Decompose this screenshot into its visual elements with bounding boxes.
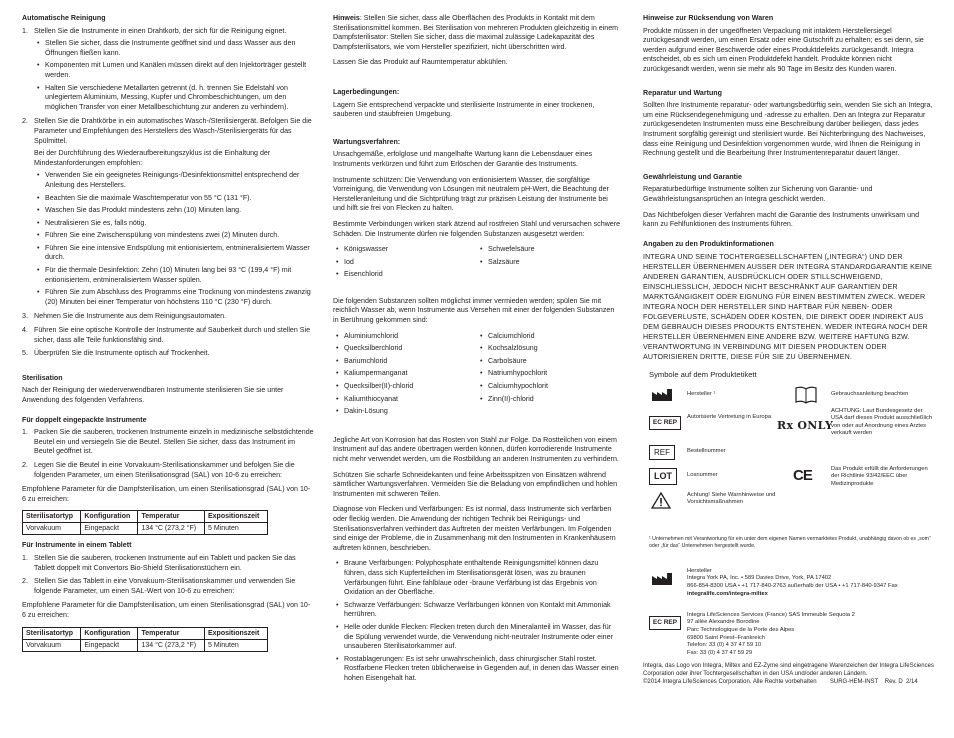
bullet-glyph: • <box>336 270 339 279</box>
list-item <box>34 171 314 190</box>
bullet-glyph: • <box>37 206 40 215</box>
hint-paragraph <box>333 14 621 52</box>
double-wrapped-steps <box>22 428 314 480</box>
list-item-text: Komponenten mit Lumen und Kanälen müssen direkt auf den Injektorträger gestellt werden. <box>45 61 307 79</box>
substance-name: Eisenchlorid <box>344 270 383 279</box>
manufacturer-website-link[interactable]: integralife.com/integra-miltex <box>687 590 768 597</box>
substance-name: Natriumhypochlorit <box>488 369 548 378</box>
bullet-glyph: • <box>37 61 40 70</box>
copyright-text: ©2014 Integra LifeSciences Corporation. Alle Rechte vorbehalten SURG-HEM-INST Rev. D 2/14 <box>643 679 918 685</box>
bullet-glyph: • <box>480 382 483 391</box>
substance-item <box>477 245 621 255</box>
substance-item <box>333 382 477 392</box>
cleaning-heading: Automatische Reinigung <box>22 14 106 22</box>
list-item-text: Führen Sie zum Abschluss des Programms eine Trocknung von mindestens zwanzig (20) Minuten bei einer Temperatur von höchstens 110 °C (230 °F) durch. <box>45 288 311 306</box>
ec-rep-icon: EC REP <box>649 416 681 430</box>
repair-heading: Reparatur und Wartung <box>643 88 722 97</box>
symbol-ce-label: Das Produkt erfüllt die Anforderungen der Richtlinie 93/42/EEC über Medizinprodukte <box>831 465 928 487</box>
substance-item <box>333 344 477 354</box>
step-bullets <box>34 39 314 112</box>
substance-item <box>333 395 477 405</box>
substance-name: Calciumchlorid <box>488 331 535 340</box>
avoid-text: Die folgenden Substanzen sollten möglichst immer vermieden werden; spülen Sie mit reichlich Wasser ab, wenn Instrumente aus Versehen mit einer der folgenden Substanzen in Berührung gekommen sind: <box>333 296 615 325</box>
column-cleaning-sterilization <box>22 14 314 658</box>
list-item <box>34 84 314 113</box>
hint-text: : Stellen Sie sicher, dass alle Oberflächen des Produkts in Kontakt mit dem Sterilisationsmittel kommen. Bei Sterilisation von mehreren Produkten gleichzeitig in einem Dampfsterilisator: Stellen Sie sicher, dass die maximal zulässige Ladekapazität des Dampfsterilisators, wie vom Hersteller spezifiziert, nicht überschritten wird. <box>333 14 619 51</box>
substance-name: Kaliumthiocyanat <box>344 394 399 403</box>
warranty-text: Das Nichtbefolgen dieser Verfahren macht die Garantie des Instruments unwirksam und kann zu Fehlfunktionen des Instruments führen. <box>643 210 920 229</box>
maintenance-heading: Wartungsverfahren: <box>333 137 401 146</box>
ref-icon: REF <box>649 445 675 460</box>
bullet-glyph: • <box>37 83 40 92</box>
list-item-text: Für die thermale Desinfektion: Zehn (10) Minuten lang bei 93 °C (199,4 °F) mit entionisiertem, entmineralisiertem Wasser spülen. <box>45 266 292 284</box>
step-number: 1. <box>22 553 28 562</box>
storage-heading: Lagerbedingungen: <box>333 87 400 96</box>
step-text: Führen Sie eine optische Kontrolle der Instrumente auf Sauberkeit durch und stellen Sie sicher, dass alle Teile funktionsfähig sind. <box>34 326 311 344</box>
bullet-glyph: • <box>336 257 339 266</box>
sterilization-table-1 <box>22 510 268 535</box>
column-header: Expositionszeit <box>204 627 267 639</box>
column-header: Expositionszeit <box>204 511 267 523</box>
bullet-glyph: • <box>480 331 483 340</box>
footnote: ¹ Unternehmen mit Verantwortung für ein unter dem eigenen Namen vermarktetes Produkt, unabhängig davon ob es „som“ oder „für das“ Unternehmen hergestellt wurde. <box>649 535 931 549</box>
stain-list <box>333 559 621 683</box>
symbols-grid <box>643 388 935 538</box>
bullet-glyph: • <box>37 193 40 202</box>
eu-address-line: 97 allée Alexandre Borodine <box>687 619 760 626</box>
corrosion-paragraph: Diagnose von Flecken und Verfärbungen: Es ist normal, dass Instrumente sich verfärben oder fleckig werden. Die Anwendung der richtigen Technik bei Reinigungs- und Sterilisationsverfahren verhindert das Auftreten der meisten Verfärbungen. Im Folgenden sind einige der Probleme, die in Zusammenhang mit den Instrumenten in Krankenhäusern auftreten können, beschrieben. <box>333 505 616 552</box>
substance-item <box>477 382 621 392</box>
manufacturer-icon <box>651 388 673 402</box>
table-row: Vorvakuum Eingepackt 134 °C (273,2 °F) 5 Minuten <box>23 639 268 651</box>
column-header: Konfiguration <box>81 627 138 639</box>
bullet-glyph: • <box>480 245 483 254</box>
column-returns-warranty <box>643 14 935 734</box>
substance-item <box>477 357 621 367</box>
step-number: 1. <box>22 26 28 35</box>
list-item-text: Beachten Sie die maximale Waschtemperatur von 55 °C (131 °F). <box>45 193 252 202</box>
eu-address-line: Telefon: 33 (0) 4 37 47 59 10 <box>687 642 762 649</box>
list-item-text: Führen Sie eine Zwischenspülung von mindestens zwei (2) Minuten durch. <box>45 231 280 240</box>
substance-name: Kochsalzlösung <box>488 344 538 353</box>
trademark-text: Integra, das Logo von Integra, Miltex and EZ-Zyme sind eingetragene Warenzeichen der Integra LifeSciences Corporation oder ihrer Tochtergesellschaften in den USA und/oder anderen Ländern. <box>643 663 934 677</box>
bullet-glyph: • <box>336 245 339 254</box>
step-text: Stellen Sie die Drahtkörbe in ein automatisches Wasch-/Sterilisiergerät. Befolgen Sie die Parameter und Empfehlungen des Herstellers des Wasch-/Sterilisiergeräts für das Spülmittel. <box>34 117 312 145</box>
symbol-lot-label: Losnummer <box>687 471 718 478</box>
symbol-ec-rep-label: Autorisierte Vertretung in Europa <box>687 413 772 420</box>
substance-name: Salzsäure <box>488 257 520 266</box>
substance-name: Quecksilberchlorid <box>344 344 403 353</box>
ec-rep-icon: EC REP <box>649 616 681 630</box>
numbered-step <box>22 117 314 307</box>
substance-name: Königswasser <box>344 245 389 254</box>
sterilization-heading: Sterilisation <box>22 373 63 382</box>
numbered-step <box>22 27 314 113</box>
list-item-text: Halten Sie verschiedene Metallarten getrennt (d. h. trennen Sie Edelstahl von unlegiertem Aluminium, Messing, Kupfer und Chrombeschichtungen, um den möglichen Transfer von einer Metallbeschichtung zur anderen zu verhindern). <box>45 83 289 111</box>
substance-item <box>333 407 477 417</box>
column-header: Konfiguration <box>81 511 138 523</box>
step-bullets <box>34 171 314 307</box>
symbol-warning-label: Achtung! Siehe Warnhinweise und Vorsichtsmaßnahmen <box>687 491 776 506</box>
step-number: 4. <box>22 326 28 335</box>
table-header-row <box>23 627 268 639</box>
warranty-heading: Gewährleistung und Garantie <box>643 172 742 181</box>
bullet-glyph: • <box>37 231 40 240</box>
bullet-glyph: • <box>336 559 339 568</box>
substance-name: Iod <box>344 257 354 266</box>
list-item-text: Rostablagerungen: Es ist sehr unwahrscheinlich, dass chirurgischer Stahl rostet. Rostfarbene Flecken treten üblicherweise in Gegenden auf, in denen das Wasser einen hohen Eisengehalt hat. <box>344 654 619 682</box>
list-item <box>333 623 621 652</box>
bullet-glyph: • <box>336 344 339 353</box>
warning-triangle-icon <box>651 492 671 509</box>
numbered-step <box>22 577 314 596</box>
substance-name: Quecksilber(II)-chlorid <box>344 382 414 391</box>
substance-name: Calciumhypochlorit <box>488 382 548 391</box>
list-item-text: Neutralisieren Sie es, falls nötig. <box>45 218 147 227</box>
step-number: 2. <box>22 460 28 469</box>
step-number: 5. <box>22 349 28 358</box>
manufacturer-icon <box>651 572 673 586</box>
step-text: Packen Sie die sauberen, trockenen Instrumente einzeln in medizinische selbstdichtende Beutel ein und versiegeln Sie die Beutel. Stellen Sie sicher, dass das Instrument im Beutel geöffnet ist. <box>34 428 314 456</box>
tray-params-text: Empfohlene Parameter für die Dampfsterilisation, um einen Sterilisationsgrad (SAL) von 10-6 zu erreichen: <box>22 601 311 619</box>
bullet-glyph: • <box>336 600 339 609</box>
forbidden-substances-list <box>333 245 621 283</box>
substance-name: Kaliumpermanganat <box>344 369 408 378</box>
substance-name: Bariumchlorid <box>344 356 388 365</box>
sterilization-text: Nach der Reinigung der wiederverwendbaren Instrumente sterilisieren Sie sie unter Anwendung des folgenden Verfahrens. <box>22 386 284 404</box>
cool-text: Lassen Sie das Produkt auf Raumtemperatur abkühlen. <box>333 58 508 67</box>
eu-address-line: Parc Technologique de la Porte des Alpes <box>687 627 795 634</box>
step-number: 1. <box>22 428 28 437</box>
column-storage-maintenance <box>333 14 621 688</box>
manufacturer-phone: 866-854-8300 USA • +1 717-840-2763 außerhalb der USA • +1 717-840-9347 Fax <box>687 583 898 590</box>
list-item <box>34 244 314 263</box>
tray-heading: Für Instrumente in einem Tablett <box>22 541 132 550</box>
substance-item <box>477 332 621 342</box>
list-item-text: Führen Sie eine intensive Endspülung mit entionisiertem, entmineralisiertem Wasser durch. <box>45 243 310 262</box>
list-item <box>34 206 314 216</box>
bullet-glyph: • <box>37 171 40 180</box>
bullet-glyph: • <box>480 344 483 353</box>
list-item <box>34 39 314 58</box>
hint-label: Hinweis <box>333 14 360 22</box>
substance-item <box>333 332 477 342</box>
eu-address-line: Fax: 33 (0) 4 37 47 59 29 <box>687 649 753 656</box>
bullet-glyph: • <box>37 218 40 227</box>
numbered-step <box>22 326 314 345</box>
numbered-step <box>22 554 314 573</box>
eu-address <box>687 612 937 658</box>
ce-mark-icon: CE <box>793 466 812 484</box>
disclaimer-text: INTEGRA UND SEINE TOCHTERGESELLSCHAFTEN („INTEGRA“) UND DER HERSTELLER ÜBERNEHMEN AUSSER DER INTEGRA STANDARDGARANTIE KEINE ANDEREN GARANTIEN, AUSDRÜCKLICH ODER STILLSCHWEIGEND, EINSCHLIESSLICH, JEDOCH NICHT BESCHRÄNKT AUF GARANTIEN DER MARKTGÄNGIGKEIT ODER EIGNUNG FÜR EINEN BESTIMMTEN ZWECK. WEDER INTEGRA NOCH DER HERSTELLER SIND HAFTBAR FÜR NEBEN- ODER FOLGEVERLUSTE, SCHÄDEN ODER KOSTEN, DIE DIREKT ODER INDIREKT AUS DEM GEBRAUCH DIESES PRODUKTS ENTSTEHEN. WEDER INTEGRA NOCH DER HERSTELLER ÜBERNEHMEN EINE ANDERE BZW. WEITERE HAFTUNG BZW. VERANTWORTUNG IN VERBINDUNG MIT DIESEN PRODUKTEN ODER AUTORISIEREN DRITTE, DIESE FÜR SIE ZU ÜBERNEHMEN. <box>643 253 933 362</box>
numbered-step <box>22 461 314 480</box>
bullet-glyph: • <box>480 257 483 266</box>
returns-heading: Hinweise zur Rücksendung von Waren <box>643 14 774 22</box>
substance-item <box>477 258 621 268</box>
list-item <box>34 219 314 229</box>
list-item <box>333 601 621 620</box>
column-header: Temperatur <box>138 511 205 523</box>
bullet-glyph: • <box>336 394 339 403</box>
lot-icon: LOT <box>649 468 677 485</box>
list-item-text: Schwarze Verfärbungen: Schwarze Verfärbungen können von Kontakt mit Ammoniak herrühren. <box>344 600 611 619</box>
symbols-title: Symbole auf dem Produktetikett <box>649 370 757 380</box>
numbered-step <box>22 428 314 457</box>
list-item <box>34 194 314 204</box>
substance-item <box>333 258 477 268</box>
bullet-glyph: • <box>336 654 339 663</box>
manufacturer-address-block <box>643 568 935 612</box>
bullet-glyph: • <box>336 356 339 365</box>
list-item <box>34 266 314 285</box>
column-header: Sterilisatortyp <box>23 511 81 523</box>
list-item-text: Waschen Sie das Produkt mindestens zehn (10) Minuten lang. <box>45 206 242 215</box>
bullet-glyph: • <box>336 382 339 391</box>
substance-item <box>333 357 477 367</box>
column-header: Sterilisatortyp <box>23 627 81 639</box>
eu-address-line: Integra LifeSciences Services (France) SAS Immeuble Sequoia 2 <box>687 611 855 618</box>
bullet-glyph: • <box>336 622 339 631</box>
corrosion-paragraph: Schützen Sie scharfe Schneidekanten und feine Arbeitsspitzen von Einsätzen während sämtlicher Wartungsverfahren. Vermeiden Sie die Beladung von empfindlichen und hohlen Instrumenten mit schweren Teilen. <box>333 470 618 498</box>
substance-item <box>333 270 477 280</box>
storage-text: Lagern Sie entsprechend verpackte und sterilisierte Instrumente in einer trockenen, sauberen und staubfreien Umgebung. <box>333 100 595 119</box>
numbered-step <box>22 312 314 322</box>
list-item-text: Stellen Sie sicher, dass die Instrumente geöffnet sind und dass Wasser aus den Öffnungen fließen kann. <box>45 39 296 57</box>
substance-name: Zinn(II)-chlorid <box>488 394 534 403</box>
step-text: Legen Sie die Beutel in eine Vorvakuum-Sterilisationskammer und befolgen Sie die folgenden Parameter, um einen Sterilisationsgrad (SAL) von 10-6 zu erreichen: <box>34 460 295 479</box>
symbol-ref-label: Bestellnummer <box>687 447 726 454</box>
step-note: Bei der Durchführung des Wiederaufbereitungszyklus ist die Einhaltung der Mindestanforderungen empfohlen: <box>34 149 271 167</box>
substance-name: Schwefelsäure <box>488 245 535 254</box>
substance-item <box>477 369 621 379</box>
repair-text: Sollten Ihre Instrumente reparatur- oder wartungsbedürftig sein, wenden Sie sich an Integra, um eine Rücksendegenehmigung und -adresse zu erhalten. Den an Integra zur Reparatur zurückgesendeten Instrumenten muss eine Beschreibung darüber beiliegen, dass jedes Instrument sorgfältig gereinigt und sterilisiert wurde. Bei Nichterbringung des Nachweises, dass eine Reinigung und Desinfektion vorgenommen wurde, wird Ihnen die Reinigung in Rechnung gestellt und die Bearbeitung Ihrer Instrumentenreparatur dauert länger. <box>643 101 933 158</box>
cleaning-steps <box>22 27 314 359</box>
substance-item <box>333 245 477 255</box>
symbol-instructions-label: Gebrauchsanleitung beachten <box>831 390 909 397</box>
legal-footer <box>643 662 935 686</box>
bullet-glyph: • <box>37 288 40 297</box>
list-item <box>34 288 314 307</box>
warranty-text: Reparaturbedürftige Instrumente sollten zur Sicherung von Garantie- und Gewährleistungsansprüchen an Integra geschickt werden. <box>643 185 873 203</box>
substance-name: Dakin-Lösung <box>344 407 388 416</box>
sterilization-table-2 <box>22 627 268 652</box>
step-text: Nehmen Sie die Instrumente aus dem Reinigungsautomaten. <box>34 312 227 321</box>
list-item-text: Verwenden Sie ein geeignetes Reinigungs-/Desinfektionsmittel entsprechend der Anleitung des Herstellers. <box>45 171 300 189</box>
bullet-glyph: • <box>480 356 483 365</box>
list-item <box>34 231 314 241</box>
substance-item <box>477 395 621 405</box>
double-params-text: Empfohlene Parameter für die Dampfsterilisation, um einen Sterilisationsgrad (SAL) von 10-6 zu erreichen: <box>22 485 311 503</box>
rx-only-icon: Rx ONLY <box>777 418 834 432</box>
eu-address-line: 69800 Saint Priest–Frankreich <box>687 634 765 641</box>
returns-text: Produkte müssen in der ungeöffneten Verpackung mit intaktem Herstellersiegel zurückgesandt werden, um einen Ersatz oder eine Gutschrift zu erhalten; es sei denn, sie werden aufgrund einer Beschwerde oder eines Produktdefekts zurückgesandt. Integra entscheidet, ob es sich um einen Produktdefekt handelt. Produkte können nicht zurückgesandt werden, wenn sie mehr als 90 Tage im Besitz des Kunden waren. <box>643 26 924 73</box>
substance-name: Carbolsäure <box>488 356 527 365</box>
column-header: Temperatur <box>138 627 205 639</box>
bullet-glyph: • <box>336 407 339 416</box>
step-text: Stellen Sie die Instrumente in einen Drahtkorb, der sich für die Reinigung eignet. <box>34 26 287 35</box>
maintenance-paragraph: Bestimmte Verbindungen wirken stark ätzend auf rostfreien Stahl und verursachen schwere Schäden. Die Instrumente dürfen nie folgenden Substanzen ausgesetzt werden: <box>333 219 621 238</box>
avoid-substances-list <box>333 332 621 420</box>
table-header-row <box>23 511 268 523</box>
step-text: Stellen Sie die sauberen, trockenen Instrumente auf ein Tablett und packen Sie das Tablett doppelt mit Convertors Bio-Shield Sterilisationstüchern ein. <box>34 553 296 572</box>
bullet-glyph: • <box>480 369 483 378</box>
corrosion-paragraph: Jegliche Art von Korrosion hat das Rosten von Stahl zur Folge. Da Rostteilchen von einem Instrument auf das andere übertragen werden können, dürfen korrodierende Instrumente nicht mehr verwendet werden, um die Rostbildung an anderen Instrumenten zu verhindern. <box>333 435 619 463</box>
tray-steps <box>22 554 314 596</box>
product-info-heading: Angaben zu den Produktinformationen <box>643 239 774 248</box>
step-number: 2. <box>22 117 28 126</box>
list-item <box>333 655 621 684</box>
step-number: 3. <box>22 312 28 321</box>
list-item-text: Braune Verfärbungen: Polyphosphate enthaltende Reinigungsmittel können dazu führen, dass sich Kupferteilchen im Sterilisationsgerät lösen, was zu braunen Verfärbungen führt. Eine fahlblaue oder -braune Verfärbung ist das Ergebnis von Oxidation an der Oberfläche. <box>344 559 599 597</box>
step-text: Stellen Sie das Tablett in eine Vorvakuum-Sterilisationskammer und verwenden Sie folgende Parameter, um einen SAL-Wert von 10-6 zu erreichen: <box>34 577 296 595</box>
step-text: Überprüfen Sie die Instrumente optisch auf Trockenheit. <box>34 349 210 358</box>
eu-representative-block <box>643 612 935 664</box>
substance-name: Aluminiumchlorid <box>344 331 399 340</box>
substance-item <box>333 369 477 379</box>
table-row: Vorvakuum Eingepackt 134 °C (273,2 °F) 5 Minuten <box>23 523 268 535</box>
list-item-text: Helle oder dunkle Flecken: Flecken treten durch den Mineralanteil im Wasser, das für die Spülung verwendet wurde, die Verwendung nicht-neutraler Instrumente oder einer unsauberen Sterilisatorkammer auf. <box>344 622 613 651</box>
list-item <box>333 559 621 597</box>
symbol-manufacturer-label: Hersteller ¹ <box>687 390 716 397</box>
double-wrapped-heading: Für doppelt eingepackte Instrumente <box>22 415 147 424</box>
bullet-glyph: • <box>480 394 483 403</box>
maintenance-paragraph: Unsachgemäße, erfolglose und mangelhafte Wartung kann die Lebensdauer eines Instruments verkürzen und führt zum Erlöschen der Garantie des Instruments. <box>333 150 593 168</box>
step-number: 2. <box>22 577 28 586</box>
bullet-glyph: • <box>37 39 40 48</box>
manufacturer-company: Integra York PA, Inc. • 589 Davies Drive, York, PA 17402 <box>687 575 832 582</box>
bullet-glyph: • <box>37 266 40 275</box>
instructions-book-icon <box>795 386 817 404</box>
bullet-glyph: • <box>336 369 339 378</box>
bullet-glyph: • <box>336 331 339 340</box>
numbered-step <box>22 349 314 359</box>
substance-item <box>477 344 621 354</box>
symbol-rx-only-label: ACHTUNG: Laut Bundesgesetz der USA darf dieses Produkt ausschließlich von oder auf Anordnung eines Arztes verkauft werden <box>831 407 933 437</box>
list-item <box>34 61 314 80</box>
bullet-glyph: • <box>37 243 40 252</box>
manufacturer-label: Hersteller <box>687 567 712 574</box>
maintenance-paragraph: Instrumente schützen: Die Verwendung von entionisiertem Wasser, die sorgfältige Vorreinigung, die Verwendung von Lösungen mit neutralem pH-Wert, die Beachtung der Herstelleranleitung und die Sichtprüfung trägt zur präzisen Leistung der Instrumente bei und hilft sie frei von Flecken zu halten. <box>333 175 609 213</box>
